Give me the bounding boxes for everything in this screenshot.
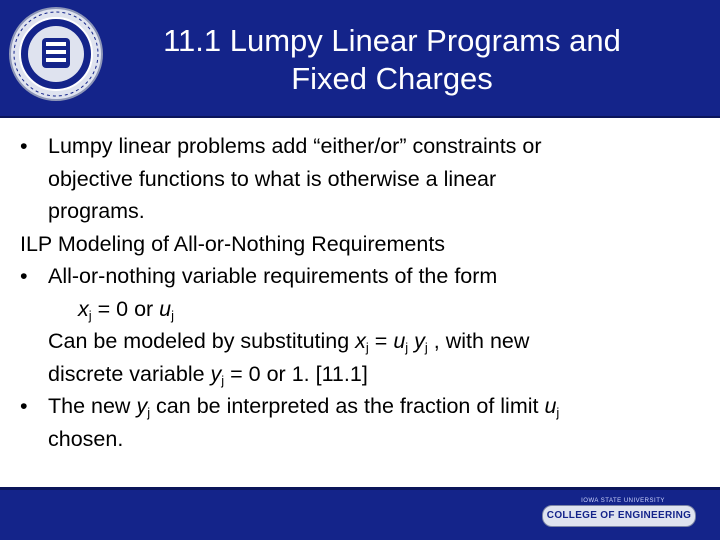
section-heading: ILP Modeling of All-or-Nothing Requirements bbox=[20, 231, 446, 256]
subscript-j: j bbox=[365, 340, 369, 355]
bullet-3-text-a: The new bbox=[48, 394, 137, 418]
bullet-1-line-3: programs. bbox=[48, 199, 145, 223]
var-u: u bbox=[393, 329, 406, 353]
var-u: u bbox=[544, 394, 557, 418]
bullet-marker: • bbox=[20, 264, 28, 288]
equals: = bbox=[368, 329, 394, 353]
var-u: u bbox=[159, 296, 172, 321]
discrete-text: discrete variable bbox=[48, 361, 211, 386]
bullet-marker: • bbox=[20, 394, 28, 418]
subscript-j: j bbox=[424, 340, 428, 355]
model-text-end: , with new bbox=[427, 329, 530, 353]
slide-body bbox=[20, 130, 700, 455]
var-y: y bbox=[210, 361, 222, 386]
subscript-j: j bbox=[556, 405, 560, 420]
var-x: x bbox=[78, 296, 89, 321]
footer-university-text: IOWA STATE UNIVERSITY bbox=[581, 498, 665, 504]
header-divider bbox=[0, 116, 720, 118]
bullet-1-text-1: Lumpy linear problems add “either/or” constraints or bbox=[48, 134, 542, 158]
subscript-j: j bbox=[88, 307, 92, 323]
var-x: x bbox=[355, 329, 366, 353]
equation-line bbox=[20, 293, 700, 326]
model-line bbox=[20, 325, 700, 358]
equation-mid: = 0 or bbox=[91, 296, 160, 321]
title-line-2: Fixed Charges bbox=[291, 61, 493, 96]
college-badge: COLLEGE OF ENGINEERING bbox=[542, 505, 696, 527]
university-seal-icon bbox=[8, 6, 104, 102]
discrete-line bbox=[20, 358, 700, 391]
bullet-2-text-1: All-or-nothing variable requirements of the form bbox=[48, 264, 498, 288]
title-line-1: 11.1 Lumpy Linear Programs and bbox=[163, 23, 621, 58]
bullet-1-line-2: objective functions to what is otherwise a linear bbox=[48, 166, 497, 191]
var-y: y bbox=[136, 394, 148, 418]
discrete-text-end: = 0 or 1. [11.1] bbox=[224, 361, 368, 386]
subscript-j: j bbox=[221, 372, 225, 388]
model-text: Can be modeled by substituting bbox=[48, 329, 356, 353]
bullet-2-line-1 bbox=[20, 260, 700, 293]
bullet-3-text-b: can be interpreted as the fraction of limit bbox=[150, 394, 545, 418]
var-y: y bbox=[408, 329, 425, 353]
subscript-j: j bbox=[405, 340, 409, 355]
bullet-1-line-1 bbox=[20, 130, 700, 163]
bullet-marker: • bbox=[20, 134, 28, 158]
subscript-j: j bbox=[147, 405, 151, 420]
bullet-3-line-1 bbox=[20, 390, 700, 423]
slide-title bbox=[112, 22, 672, 98]
subscript-j: j bbox=[171, 307, 175, 323]
bullet-3-line-2: chosen. bbox=[48, 426, 124, 451]
